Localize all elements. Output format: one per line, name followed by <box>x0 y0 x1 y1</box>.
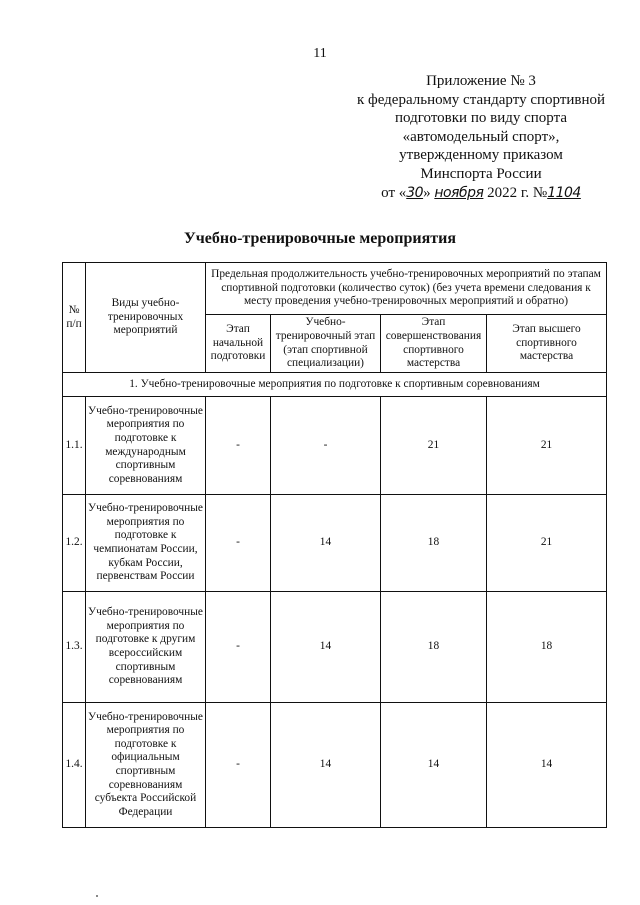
row-value: - <box>271 397 381 495</box>
date-month-handwritten: ноября <box>434 184 484 201</box>
annex-line: подготовки по виду спорта <box>395 110 567 127</box>
order-number-handwritten: 1104 <box>547 184 581 201</box>
row-value: 14 <box>381 703 487 828</box>
date-prefix: от « <box>381 184 407 201</box>
annex-line: к федеральному стандарту спортивной <box>356 91 606 108</box>
annex-title: Приложение № 3 <box>426 73 536 89</box>
date-year: 2022 г. № <box>487 184 548 201</box>
row-value: 21 <box>487 495 607 592</box>
date-mid: » <box>423 184 431 201</box>
row-num: 1.3. <box>63 592 86 703</box>
row-value: - <box>206 397 271 495</box>
row-name: Учебно-тренировочные мероприятия по подготовке к другим всероссийским спортивным соревнованиям <box>86 592 206 703</box>
row-value: - <box>206 703 271 828</box>
row-value: - <box>206 495 271 592</box>
row-num: 1.1. <box>63 397 86 495</box>
annex-line: «автомодельный спорт», <box>402 128 560 145</box>
scan-artifact <box>96 895 98 897</box>
row-value: 14 <box>487 703 607 828</box>
row-value: 18 <box>487 592 607 703</box>
annex-date-line <box>340 184 622 203</box>
row-value: 18 <box>381 592 487 703</box>
annex-header <box>340 72 622 202</box>
row-name: Учебно-тренировочные мероприятия по подготовке к чемпионатам России, кубкам России, первенствам России <box>86 495 206 592</box>
row-value: 14 <box>271 495 381 592</box>
header-duration-group: Предельная продолжительность учебно-тренировочных мероприятий по этапам спортивной подготовки (количество суток) (без учета времени следования к месту проведения учебно-тренировочных мероприятий и обратно) <box>206 263 607 315</box>
header-stage: Этап совершенствования спортивного мастерства <box>381 315 487 373</box>
training-events-table <box>62 262 607 828</box>
table-row <box>63 592 607 703</box>
row-value: 14 <box>271 592 381 703</box>
row-name: Учебно-тренировочные мероприятия по подготовке к официальным спортивным соревнованиям субъекта Российской Федерации <box>86 703 206 828</box>
row-num: 1.2. <box>63 495 86 592</box>
row-value: 14 <box>271 703 381 828</box>
section-title: 1. Учебно-тренировочные мероприятия по подготовке к спортивным соревнованиям <box>63 373 607 397</box>
table-row <box>63 703 607 828</box>
table-row <box>63 495 607 592</box>
date-day-handwritten: 30 <box>406 184 424 201</box>
row-value: 18 <box>381 495 487 592</box>
table-header-row <box>63 263 607 315</box>
header-kind: Виды учебно-тренировочных мероприятий <box>86 263 206 373</box>
header-stage: Этап высшего спортивного мастерства <box>487 315 607 373</box>
table-row <box>63 397 607 495</box>
page-number: 11 <box>313 46 327 61</box>
header-num: № п/п <box>63 263 86 373</box>
header-stage: Учебно-тренировочный этап (этап спортивной специализации) <box>271 315 381 373</box>
section-row <box>63 373 607 397</box>
row-value: - <box>206 592 271 703</box>
annex-line: утвержденному приказом <box>399 147 563 164</box>
row-value: 21 <box>487 397 607 495</box>
annex-line: Минспорта России <box>420 165 542 182</box>
document-title: Учебно-тренировочные мероприятия <box>184 230 456 247</box>
row-name: Учебно-тренировочные мероприятия по подготовке к международным спортивным соревнованиям <box>86 397 206 495</box>
header-stage: Этап начальной подготовки <box>206 315 271 373</box>
row-value: 21 <box>381 397 487 495</box>
row-num: 1.4. <box>63 703 86 828</box>
